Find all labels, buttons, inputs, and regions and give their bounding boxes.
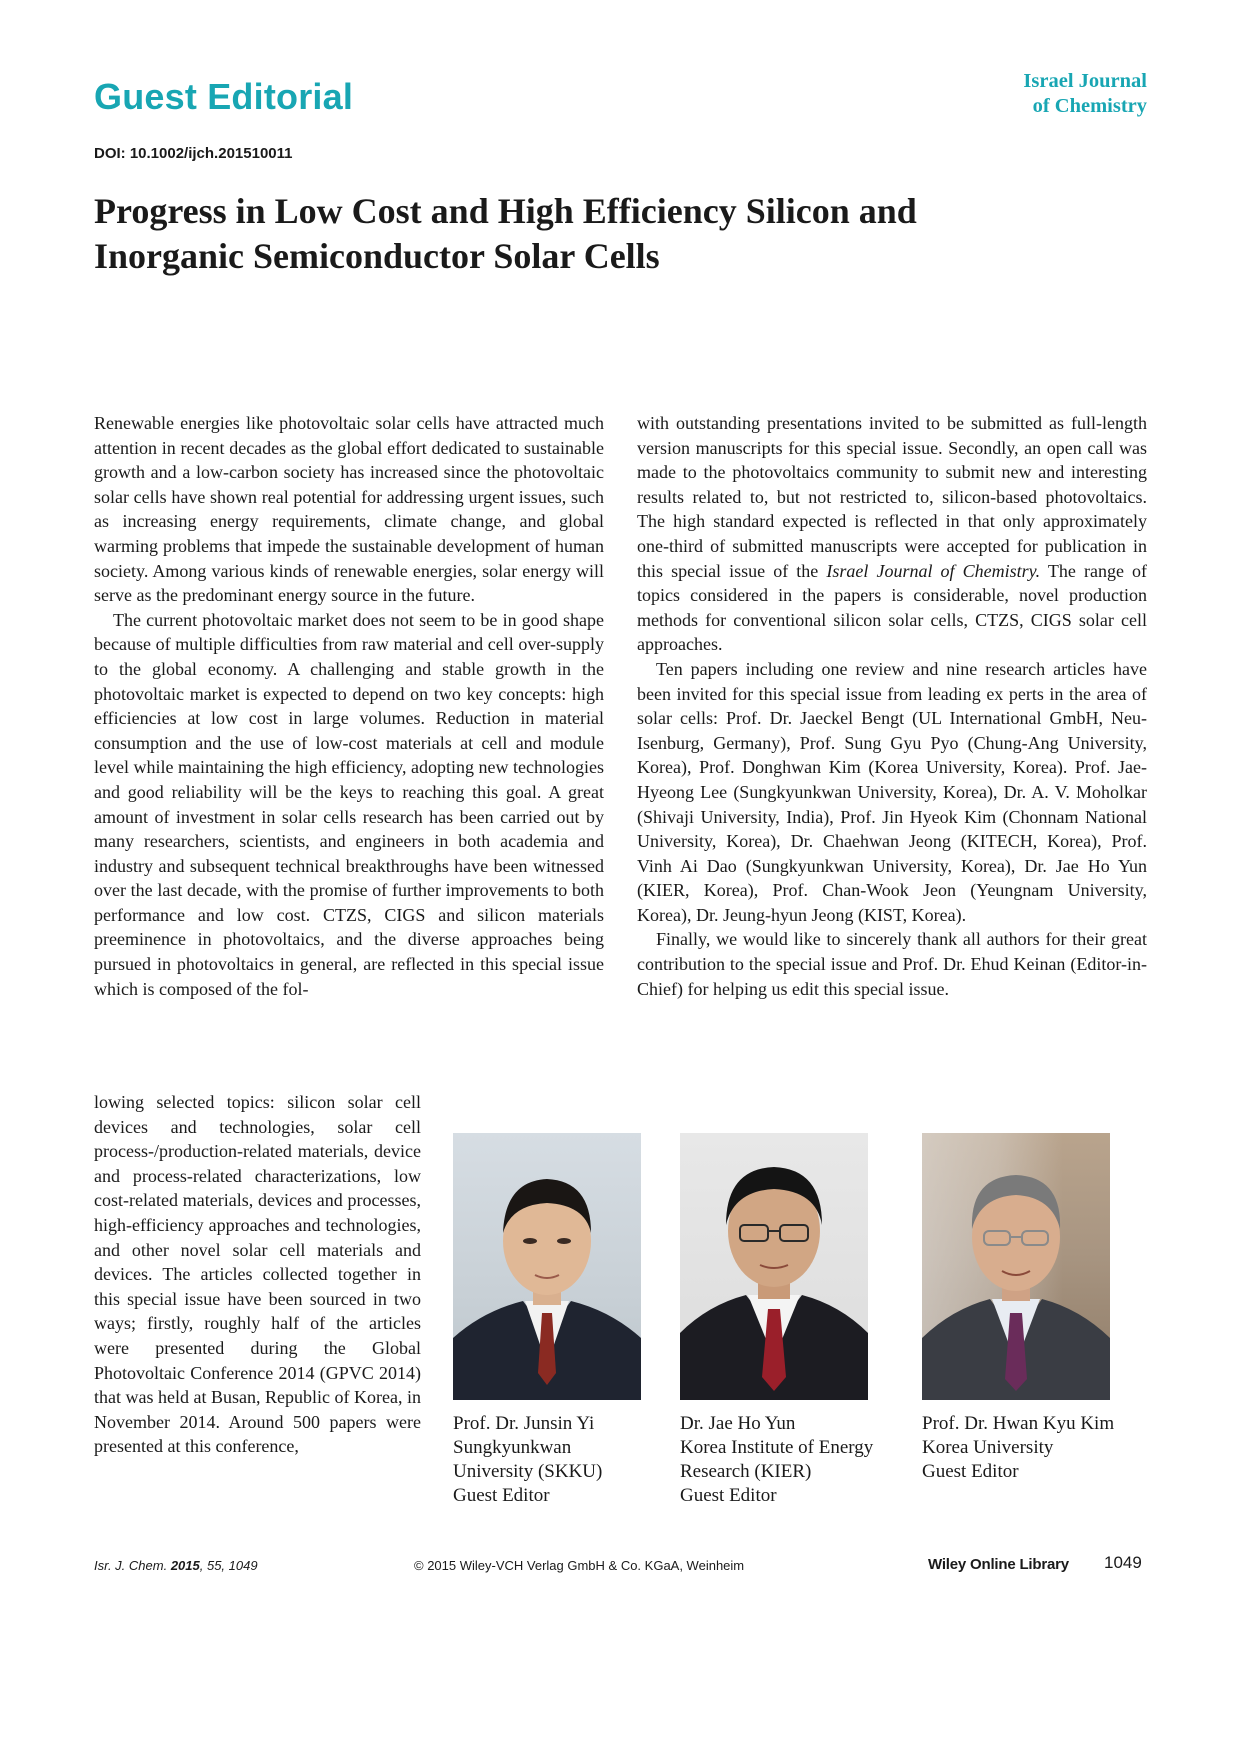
journal-reference: Israel Journal of Chemistry. bbox=[826, 560, 1041, 581]
body-column-left-wrap bbox=[94, 1090, 421, 1459]
portrait-illustration bbox=[453, 1133, 641, 1400]
doi-link[interactable]: DOI: 10.1002/ijch.201510011 bbox=[94, 145, 293, 162]
body-text: The range of topics considered in the papers is considerable, novel production methods for conventional silicon solar cells, CTZS, CIGS solar cell approaches. bbox=[637, 560, 1148, 655]
editor-name: Prof. Dr. Hwan Kyu Kim bbox=[922, 1413, 1115, 1434]
body-paragraph-continued: lowing selected topics: silicon solar cell devices and technologies, solar cell process-/production-related materials, device and process-related characterizations, low cost-related materials, devices and processes, high-efficiency approaches and technologies, and other novel solar cell materials and devices. The articles collected together in this special issue have been sourced in two ways; firstly, roughly half of the articles were presented during the Global Photovoltaic Conference 2014 (GPVC 2014) that was held at Busan, Republic of Korea, in November 2014. Around 500 papers were presented at this conference, bbox=[94, 1092, 421, 1457]
footer-library-link[interactable]: Wiley Online Library bbox=[928, 1556, 1069, 1573]
footer-citation-journal: Isr. J. Chem. bbox=[94, 1558, 168, 1573]
editor-caption bbox=[453, 1412, 641, 1508]
editor-affiliation: Research (KIER) bbox=[680, 1461, 812, 1482]
editor-affiliation: Korea University bbox=[922, 1437, 1054, 1458]
editor-card bbox=[922, 1133, 1114, 1484]
footer-copyright: © 2015 Wiley-VCH Verlag GmbH & Co. KGaA, Weinheim bbox=[414, 1558, 745, 1573]
journal-name-line2: of Chemistry bbox=[1032, 95, 1147, 117]
body-paragraph bbox=[637, 411, 1147, 657]
page-number: 1049 bbox=[1104, 1553, 1142, 1572]
footer-citation-volume: , 55, 1049 bbox=[199, 1558, 258, 1573]
editor-role: Guest Editor bbox=[680, 1485, 777, 1506]
body-column-right bbox=[637, 411, 1147, 1001]
editor-card bbox=[453, 1133, 641, 1508]
editor-name: Dr. Jae Ho Yun bbox=[680, 1413, 796, 1434]
journal-name bbox=[1023, 69, 1147, 119]
body-paragraph: Ten papers including one review and nine research articles have been invited for this special issue from leading ex perts in the area of solar cells: Prof. Dr. Jaeckel Bengt (UL International GmbH, Neu-Isenburg, Germany), Prof. Sung Gyu Pyo (Chung-Ang University, Korea), Prof. Donghwan Kim (Korea University, Korea). Prof. Jae-Hyeong Lee (Sungkyunkwan University, Korea), Dr. A. V. Moholkar (Shivaji University, India), Prof. Jin Hyeok Kim (Chonnam National University, Korea), Dr. Chaehwan Jeong (KITECH, Korea), Prof. Vinh Ai Dao (Sungkyunkwan University, Korea), Dr. Jae Ho Yun (KIER, Korea), Prof. Chan-Wook Jeon (Yeungnam University, Korea), Dr. Jeung-hyun Jeong (KIST, Korea). bbox=[637, 658, 1147, 925]
editor-photo bbox=[453, 1133, 641, 1400]
editor-caption bbox=[922, 1412, 1114, 1484]
body-paragraph: The current photovoltaic market does not seem to be in good shape because of multiple difficulties from raw material and cell over-supply to the global economy. A challenging and stable growth in the photovoltaic market is expected to depend on two key concepts: high efficiencies at low cost in large volumes. Reduction in material consumption and the use of low-cost materials at cell and module level while maintaining the high efficiency, adopting new technologies and good reliability will be the keys to reaching this goal. A great amount of investment in solar cells research has been carried out by many researchers, scientists, and engineers in both academia and industry and subsequent technical breakthroughs have been witnessed over the last decade, with the promise of further improvements to both performance and low cost. CTZS, CIGS and silicon materials preeminence in photovoltaics, and the diverse approaches being pursued in photovoltaics in general, are reflected in this special issue which is composed of the fol- bbox=[94, 609, 604, 999]
editor-role: Guest Editor bbox=[922, 1461, 1019, 1482]
article-title-line1: Progress in Low Cost and High Efficiency Silicon and bbox=[94, 191, 917, 231]
portrait-illustration bbox=[680, 1133, 868, 1400]
editor-affiliation: Sungkyunkwan bbox=[453, 1437, 572, 1458]
section-label: Guest Editorial bbox=[94, 76, 354, 117]
journal-name-line1: Israel Journal bbox=[1023, 70, 1147, 92]
editor-caption bbox=[680, 1412, 873, 1508]
footer-citation bbox=[94, 1558, 258, 1573]
body-paragraph: Renewable energies like photovoltaic solar cells have attracted much attention in recent decades as the global effort dedicated to sustainable growth and a low-carbon society has increased since the photovoltaic solar cells have shown real potential for addressing urgent issues, such as increasing energy requirements, climate change, and global warming problems that impede the sustainable development of human society. Among various kinds of renewable energies, solar energy will serve as the predominant energy source in the future. bbox=[94, 413, 604, 606]
editor-card bbox=[680, 1133, 873, 1508]
footer-citation-year: 2015 bbox=[170, 1558, 200, 1573]
article-title-line2: Inorganic Semiconductor Solar Cells bbox=[94, 236, 660, 276]
editor-role: Guest Editor bbox=[453, 1485, 550, 1506]
editor-photo bbox=[680, 1133, 868, 1400]
portrait-illustration bbox=[922, 1133, 1110, 1400]
body-paragraph: Finally, we would like to sincerely thank all authors for their great contribution to the special issue and Prof. Dr. Ehud Keinan (Editor-in-Chief) for helping us edit this special issue. bbox=[637, 929, 1147, 999]
body-text: with outstanding presentations invited to be submitted as full-length version manuscripts for this special issue. Secondly, an open call was made to the photovoltaics community to submit new and interesting results related to, but not restricted to, silicon-based photovoltaics. The high standard expected is reflected in that only approximately one-third of submitted manuscripts were accepted for publication in this special issue of the bbox=[637, 413, 1147, 581]
body-column-left bbox=[94, 411, 604, 1001]
editor-affiliation: Korea Institute of Energy bbox=[680, 1437, 874, 1458]
editor-affiliation: University (SKKU) bbox=[453, 1461, 603, 1482]
editor-name: Prof. Dr. Junsin Yi bbox=[453, 1413, 595, 1434]
editor-photo bbox=[922, 1133, 1110, 1400]
article-title bbox=[94, 189, 1094, 279]
